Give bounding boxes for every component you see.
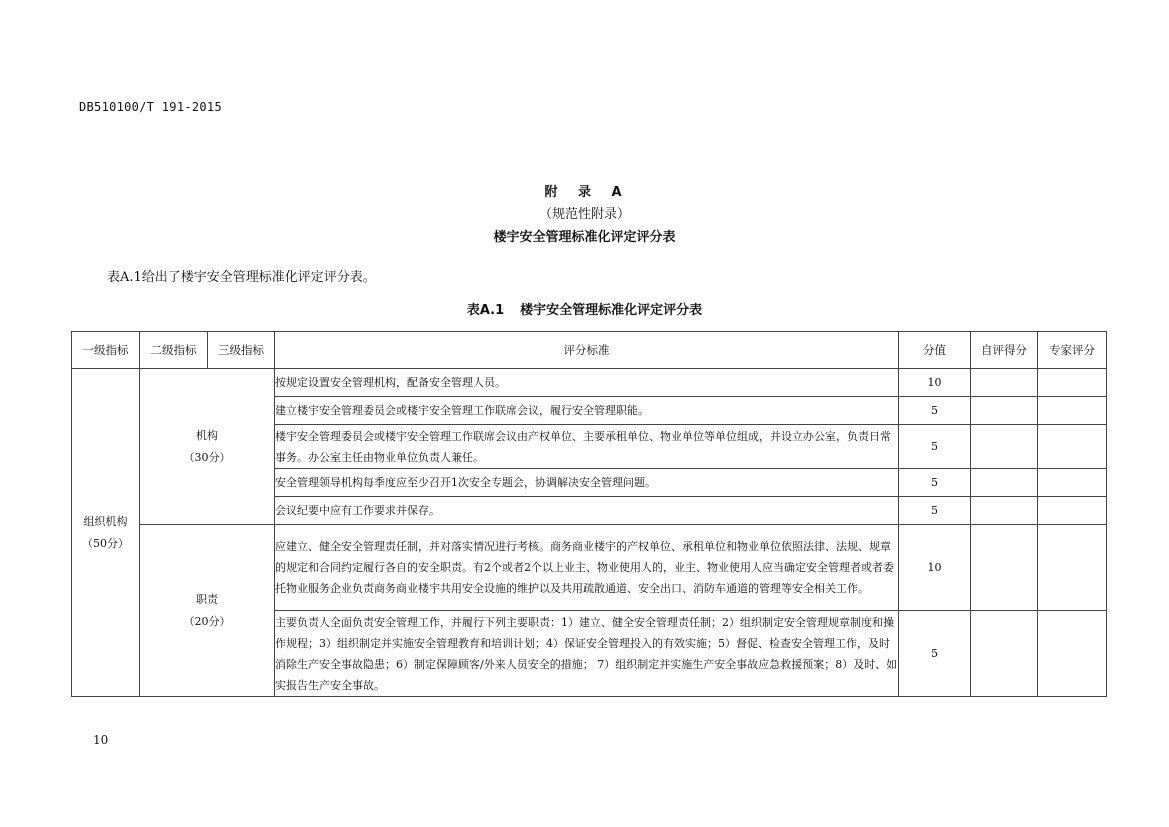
value-cell: 10 <box>899 525 971 611</box>
appendix-subtitle: （规范性附录） <box>538 207 630 222</box>
criteria-cell: 会议纪要中应有工作要求并保存。 <box>275 497 899 525</box>
self-score-cell[interactable] <box>971 369 1038 397</box>
criteria-cell: 楼宇安全管理委员会或楼宇安全管理工作联席会议由产权单位、主要承租单位、物业单位等单位组成，并设立办公室，负责日常事务。办公室主任由物业单位负责人兼任。 <box>275 425 899 469</box>
self-score-cell[interactable] <box>971 611 1038 697</box>
level1-score: （50分） <box>82 536 129 550</box>
expert-score-cell[interactable] <box>1038 497 1107 525</box>
criteria-cell: 安全管理领导机构每季度应至少召开1次安全专题会，协调解决安全管理问题。 <box>275 469 899 497</box>
group-cell-duties <box>140 525 275 697</box>
value-cell: 5 <box>899 611 971 697</box>
intro-paragraph: 表A.1给出了楼宇安全管理标准化评定评分表。 <box>107 270 376 285</box>
group-name: 机构 <box>196 428 218 442</box>
document-id: DB510100/T 191-2015 <box>79 100 222 114</box>
table-caption-title: 楼宇安全管理标准化评定评分表 <box>520 303 703 318</box>
header-criteria: 评分标准 <box>275 332 899 369</box>
table-caption-number: 表A.1 <box>466 303 505 318</box>
table-caption <box>0 299 1169 318</box>
header-level3: 三级指标 <box>208 332 275 369</box>
criteria-cell: 主要负责人全面负责安全管理工作，并履行下列主要职责：1）建立、健全安全管理责任制；2）组织制定安全管理规章制度和操作规程；3）组织制定并实施安全管理教育和培训计划；4）保证安全管理投入的有效实施；5）督促、检查安全管理工作，及时消除生产安全事故隐患；6）制定保障顾客/外来人员安全的措施； 7）组织制定并实施生产安全事故应急救援预案；8）及时、如实报告生产安全事故。 <box>275 611 899 697</box>
expert-score-cell[interactable] <box>1038 611 1107 697</box>
level1-cell <box>72 369 140 697</box>
criteria-cell: 建立楼宇安全管理委员会或楼宇安全管理工作联席会议，履行安全管理职能。 <box>275 397 899 425</box>
value-cell: 5 <box>899 425 971 469</box>
group-score: （30分） <box>183 450 231 464</box>
scoring-table <box>71 331 1107 697</box>
level1-name: 组织机构 <box>83 514 128 528</box>
criteria-cell: 按规定设置安全管理机构，配备安全管理人员。 <box>275 369 899 397</box>
self-score-cell[interactable] <box>971 425 1038 469</box>
expert-score-cell[interactable] <box>1038 397 1107 425</box>
page-number: 10 <box>93 733 109 747</box>
table-row <box>72 525 1107 611</box>
value-cell: 5 <box>899 469 971 497</box>
appendix-label: 附 录 A <box>544 185 625 200</box>
value-cell: 5 <box>899 397 971 425</box>
header-level2: 二级指标 <box>140 332 208 369</box>
value-cell: 10 <box>899 369 971 397</box>
self-score-cell[interactable] <box>971 397 1038 425</box>
expert-score-cell[interactable] <box>1038 369 1107 397</box>
header-self-score: 自评得分 <box>971 332 1038 369</box>
expert-score-cell[interactable] <box>1038 525 1107 611</box>
appendix-title: 楼宇安全管理标准化评定评分表 <box>493 230 676 245</box>
group-name: 职责 <box>196 592 218 606</box>
criteria-cell: 应建立、健全安全管理责任制，并对落实情况进行考核。商务商业楼宇的产权单位、承租单位和物业单位依照法律、法规、规章的规定和合同约定履行各自的安全职责。有2个或者2个以上业主、物业使用人的，业主、物业使用人应当确定安全管理者或者委托物业服务企业负责商务商业楼宇共用安全设施的维护以及共用疏散通道、安全出口、消防车通道的管理等安全相关工作。 <box>275 525 899 611</box>
group-score: （20分） <box>183 614 231 628</box>
table-header-row <box>72 332 1107 369</box>
expert-score-cell[interactable] <box>1038 425 1107 469</box>
self-score-cell[interactable] <box>971 497 1038 525</box>
self-score-cell[interactable] <box>971 525 1038 611</box>
header-level1: 一级指标 <box>72 332 140 369</box>
header-value: 分值 <box>899 332 971 369</box>
expert-score-cell[interactable] <box>1038 469 1107 497</box>
header-expert-score: 专家评分 <box>1038 332 1107 369</box>
self-score-cell[interactable] <box>971 469 1038 497</box>
table-row <box>72 369 1107 397</box>
group-cell-organization <box>140 369 275 525</box>
value-cell: 5 <box>899 497 971 525</box>
